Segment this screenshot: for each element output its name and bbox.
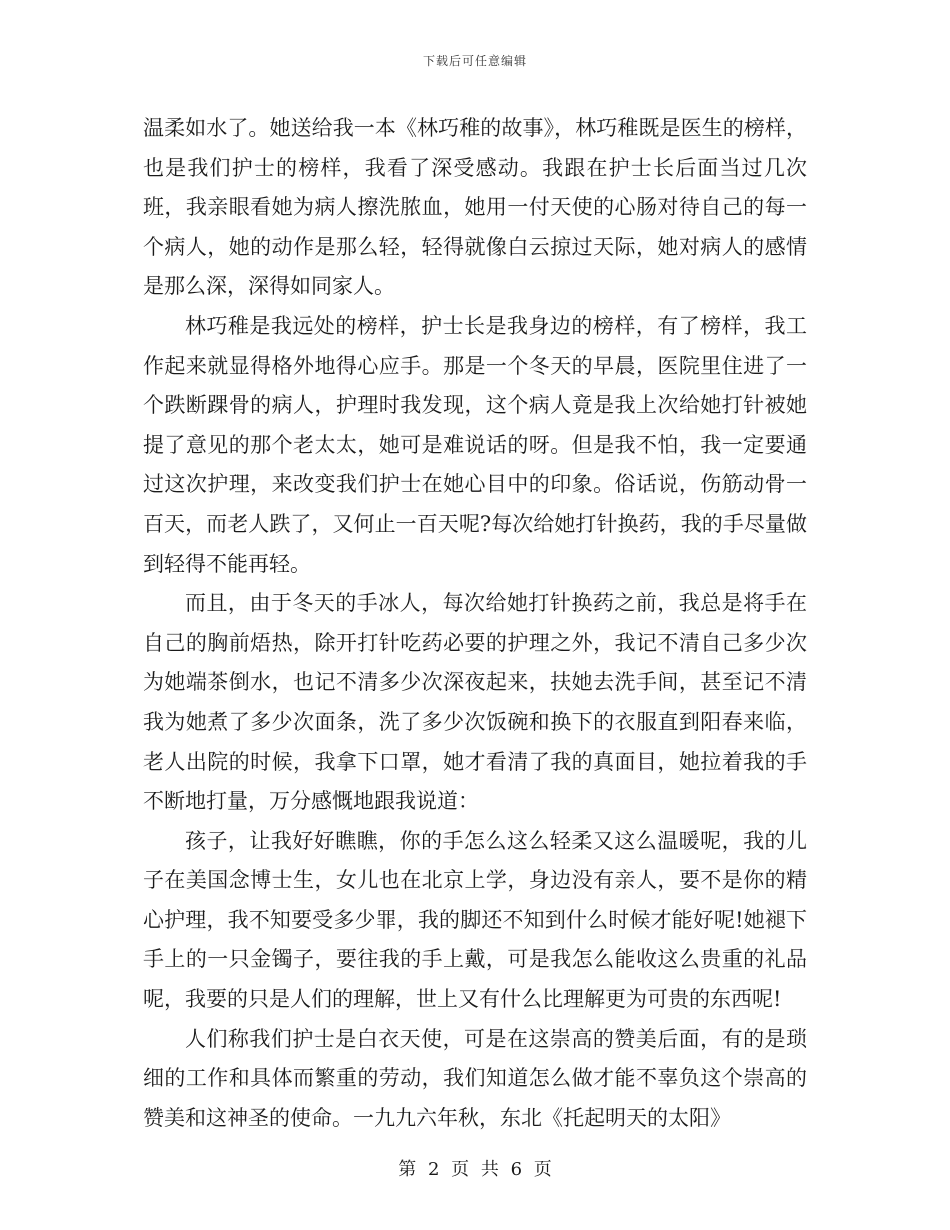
paragraph-5: 人们称我们护士是白衣天使，可是在这崇高的赞美后面，有的是琐细的工作和具体而繁重的劳动，我们知道怎么做才能不辜负这个崇高的赞美和这神圣的使命。一九九六年秋，东北《托起明天的太阳》 <box>143 1026 807 1130</box>
page-footer <box>0 1155 950 1181</box>
footer-suffix: 页 <box>533 1159 552 1180</box>
paragraph-3: 而且，由于冬天的手冰人，每次给她打针换药之前，我总是将手在自己的胸前焐热，除开打针吃药必要的护理之外，我记不清自己多少次为她端茶倒水，也记不清多少次深夜起来，扶她去洗手间，甚至记不清我为她煮了多少次面条，洗了多少次饭碗和换下的衣服直到阳春来临，老人出院的时候，我拿下口罩，她才看清了我的真面目，她拉着我的手不断地打量，万分感慨地跟我说道： <box>143 591 807 814</box>
footer-total-label: 共 <box>480 1159 499 1180</box>
footer-prefix: 第 <box>398 1159 417 1180</box>
footer-page-label: 页 <box>451 1159 470 1180</box>
paragraph-2: 林巧稚是我远处的榜样，护士长是我身边的榜样，有了榜样，我工作起来就显得格外地得心应手。那是一个冬天的早晨，医院里住进了一个跌断踝骨的病人，护理时我发现，这个病人竟是我上次给她打针被她提了意见的那个老太太，她可是难说话的呀。但是我不怕，我一定要通过这次护理，来改变我们护士在她心目中的印象。俗话说，伤筋动骨一百天，而老人跌了，又何止一百天呢?每次给她打针换药，我的手尽量做到轻得不能再轻。 <box>143 313 807 576</box>
footer-page-number: 2 <box>427 1159 440 1180</box>
page-header: 下载后可任意编辑 <box>422 54 527 68</box>
document-body <box>143 109 807 1138</box>
paragraph-1: 温柔如水了。她送给我一本《林巧稚的故事》，林巧稚既是医生的榜样，也是我们护士的榜样，我看了深受感动。我跟在护士长后面当过几次班，我亲眼看她为病人擦洗脓血，她用一付天使的心肠对待自己的每一个病人，她的动作是那么轻，轻得就像白云掠过天际，她对病人的感情是那么深，深得如同家人。 <box>143 116 807 299</box>
paragraph-4: 孩子，让我好好瞧瞧，你的手怎么这么轻柔又这么温暖呢，我的儿子在美国念博士生，女儿也在北京上学，身边没有亲人，要不是你的精心护理，我不知要受多少罪，我的脚还不知到什么时候才能好呢!她褪下手上的一只金镯子，要往我的手上戴，可是我怎么能收这么贵重的礼品呢，我要的只是人们的理解，世上又有什么比理解更为可贵的东西呢! <box>143 828 807 1012</box>
footer-total-pages: 6 <box>510 1159 523 1180</box>
